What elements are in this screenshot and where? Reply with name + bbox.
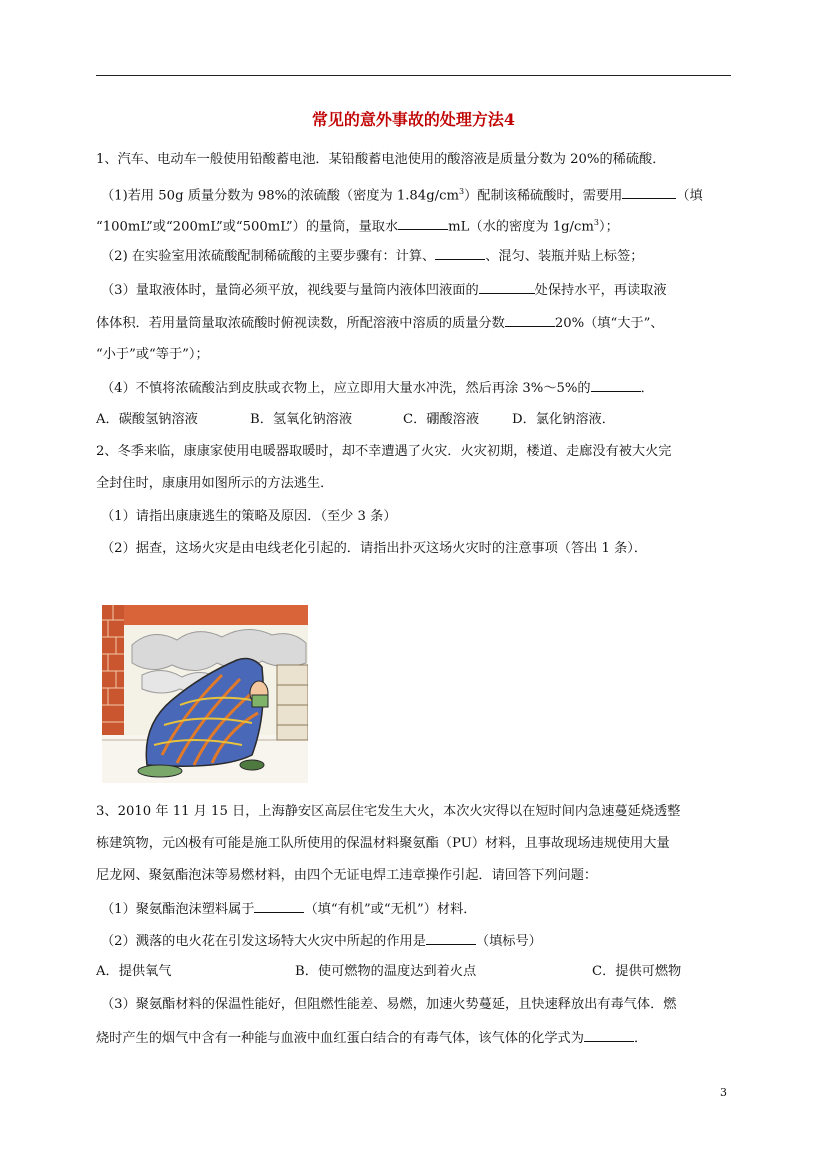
q3-option-a: A．提供氧气 bbox=[96, 964, 172, 979]
answer-blank[interactable] bbox=[254, 898, 304, 913]
page-title: 常见的意外事故的处理方法4 bbox=[311, 110, 516, 129]
q3-part3-line2: 烧时产生的烟气中含有一种能与血液中血红蛋白结合的有毒气体，该气体的化学式为 ． bbox=[96, 1027, 647, 1049]
q3-stem-line3: 尼龙网、聚氨酯泡沫等易燃材料，由四个无证电焊工违章操作引起．请回答下列问题： bbox=[96, 868, 598, 883]
answer-blank[interactable] bbox=[426, 930, 476, 945]
q3-option-c: C．提供可燃物 bbox=[592, 964, 682, 979]
q1-part3-line1: （3）量取液体时，量筒必须平放，视线要与量筒内液体凹液面的 处保持水平，再读取液 bbox=[101, 279, 667, 301]
q1-part2: （2) 在实验室用浓硫酸配制稀硫酸的主要步骤有：计算、 、混匀、装瓶并贴上标签； bbox=[101, 245, 643, 267]
q3-part1: （1）聚氨酯泡沫塑料属于 （填“有机”或“无机”）材料． bbox=[101, 898, 476, 920]
header-rule bbox=[96, 75, 731, 76]
q3-stem-line1: 3、2010 年 11 月 15 日，上海静安区高层住宅发生大火，本次火灾得以在短时间内急速蔓延烧透整 bbox=[96, 804, 681, 819]
q3-stem-line2: 栋建筑物，元凶极有可能是施工队所使用的保温材料聚氨酯（PU）材料，且事故现场违规使用大量 bbox=[96, 836, 670, 851]
q3-part2: （2）溅落的电火花在引发这场特大火灾中所起的作用是 （填标号） bbox=[101, 930, 542, 952]
q2-stem-line2: 全封住时，康康用如图所示的方法逃生． bbox=[96, 476, 334, 491]
answer-blank[interactable] bbox=[505, 312, 555, 327]
q2-stem-line1: 2、冬季来临，康康家使用电暖器取暖时，却不幸遭遇了火灾．火灾初期，楼道、走廊没有被大火完 bbox=[96, 444, 672, 459]
answer-blank[interactable] bbox=[479, 279, 535, 294]
q1-part3-line2: 体体积．若用量筒量取浓硫酸时俯视读数，所配溶液中溶质的质量分数 20%（填“大于”、 bbox=[96, 312, 664, 334]
q2-part1: （1）请指出康康逃生的策略及原因．（至少 3 条） bbox=[101, 509, 397, 524]
q1-option-c: C．硼酸溶液 bbox=[403, 412, 480, 427]
q1-part3-line3: “小于”或“等于”）； bbox=[96, 347, 209, 362]
answer-blank[interactable] bbox=[435, 245, 485, 260]
q1-part1-line2: “100mL”或“200mL”或“500mL”）的量筒，量取水 mL（水的密度为 $1g/cm^3$）； bbox=[96, 213, 619, 237]
q1-part1-line1: （1)若用 50g 质量分数为 98%的浓硫酸（密度为 $1.84g/cm^3$）配制该稀硫酸时，需要用 （填 bbox=[101, 182, 703, 206]
answer-blank[interactable] bbox=[398, 215, 448, 230]
q1-option-b: B．氢氧化钠溶液 bbox=[250, 412, 353, 427]
q1-option-a: A．碳酸氢钠溶液 bbox=[96, 412, 198, 427]
q1-option-d: D．氯化钠溶液． bbox=[512, 412, 615, 427]
q3-part3-line1: （3）聚氨酯材料的保温性能好，但阻燃性能差、易燃，加速火势蔓延，且快速释放出有毒气体．燃 bbox=[101, 997, 677, 1012]
q1-stem: 1、汽车、电动车一般使用铅酸蓄电池．某铅酸蓄电池使用的酸溶液是质量分数为 20%的稀硫酸． bbox=[96, 152, 666, 167]
escape-illustration bbox=[102, 605, 308, 783]
answer-blank[interactable] bbox=[591, 377, 641, 392]
q1-part4: （4）不慎将浓硫酸沾到皮肤或衣物上，应立即用大量水冲洗，然后再涂 3%～5%的 ． bbox=[101, 377, 654, 399]
answer-blank[interactable] bbox=[584, 1027, 634, 1042]
q2-part2: （2）据查，这场火灾是由电线老化引起的．请指出扑灭这场火灾时的注意事项（答出 1 条）． bbox=[101, 541, 648, 556]
q3-option-b: B．使可燃物的温度达到着火点 bbox=[295, 964, 477, 979]
page-number: 3 bbox=[720, 1086, 727, 1099]
answer-blank[interactable] bbox=[622, 184, 676, 199]
